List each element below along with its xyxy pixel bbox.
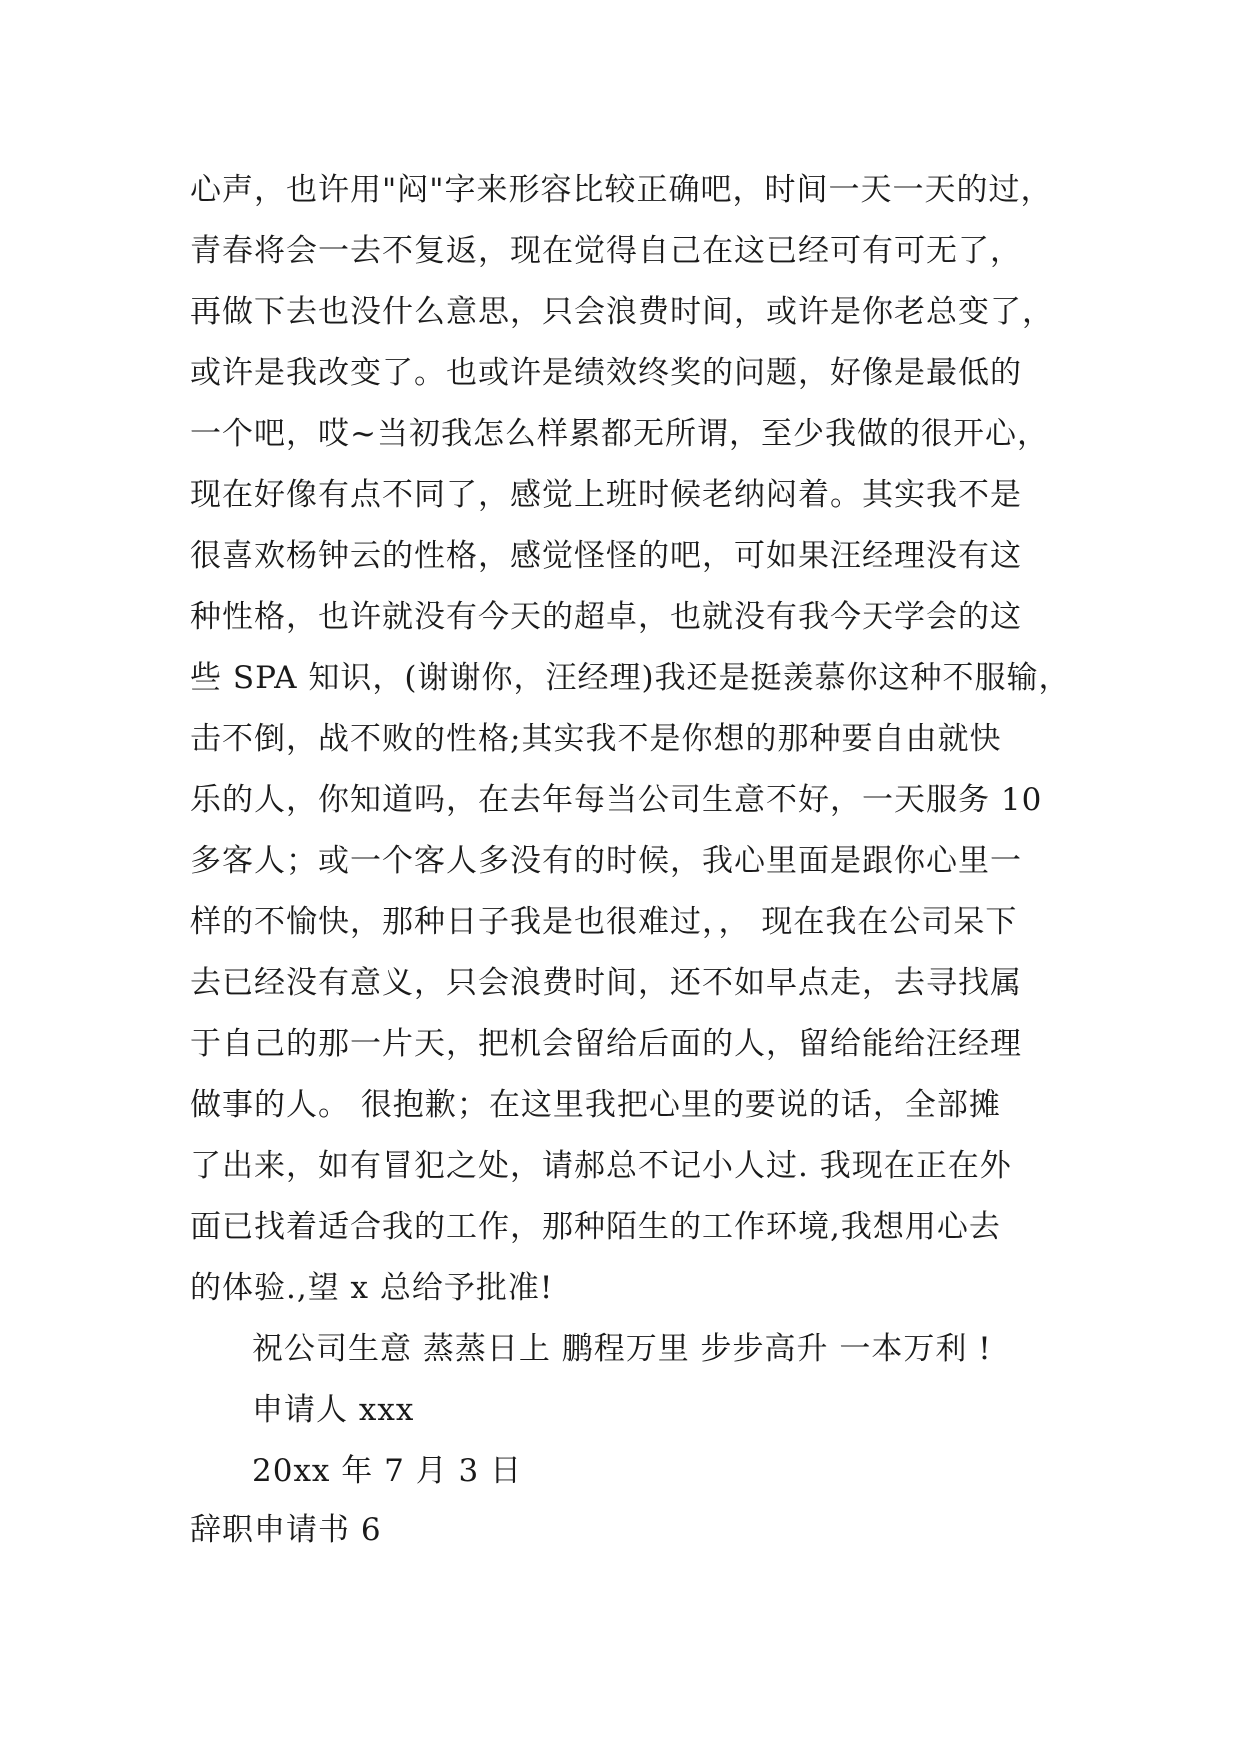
paragraph-line: 于自己的那一片天，把机会留给后面的人，留给能给汪经理 (190, 1026, 1022, 1062)
paragraph-line: 做事的人。 很抱歉；在这里我把心里的要说的话，全部摊 (190, 1087, 1001, 1123)
paragraph-line: 面已找着适合我的工作，那种陌生的工作环境,我想用心去 (190, 1209, 1001, 1245)
letter-date: 20xx 年 7 月 3 日 (252, 1453, 523, 1489)
paragraph-line: 再做下去也没什么意思，只会浪费时间，或许是你老总变了， (190, 294, 1054, 330)
paragraph-line: 击不倒，战不败的性格;其实我不是你想的那种要自由就快 (190, 721, 1002, 757)
paragraph-line: 或许是我改变了。也或许是绩效终奖的问题，好像是最低的 (190, 355, 1022, 391)
next-section-heading: 辞职申请书 6 (190, 1512, 382, 1548)
paragraph-line: 青春将会一去不复返，现在觉得自己在这已经可有可无了， (190, 233, 1022, 269)
paragraph-line: 多客人；或一个客人多没有的时候，我心里面是跟你心里一 (190, 843, 1022, 879)
paragraph-line: 很喜欢杨钟云的性格，感觉怪怪的吧，可如果汪经理没有这 (190, 538, 1022, 574)
paragraph-line: 种性格，也许就没有今天的超卓，也就没有我今天学会的这 (190, 599, 1022, 635)
paragraph-line: 样的不愉快，那种日子我是也很难过，， 现在我在公司呆下 (190, 904, 1018, 940)
paragraph-line: 心声，也许用"闷"字来形容比较正确吧，时间一天一天的过， (190, 172, 1053, 208)
applicant-signature: 申请人 xxx (252, 1392, 415, 1428)
paragraph-line: 一个吧，哎~当初我怎么样累都无所谓，至少我做的很开心， (190, 416, 1049, 452)
paragraph-line: 乐的人，你知道吗，在去年每当公司生意不好，一天服务 10 (190, 782, 1043, 818)
paragraph-line: 些 SPA 知识，(谢谢你，汪经理)我还是挺羡慕你这种不服输， (190, 660, 1071, 696)
closing-wishes: 祝公司生意 蒸蒸日上 鹏程万里 步步高升 一本万利 ! (252, 1331, 992, 1367)
paragraph-line: 现在好像有点不同了，感觉上班时候老纳闷着。其实我不是 (190, 477, 1022, 513)
paragraph-line: 的体验.,望 x 总给予批准! (190, 1270, 554, 1306)
paragraph-line: 了出来，如有冒犯之处，请郝总不记小人过. 我现在正在外 (190, 1148, 1012, 1184)
letter-body (190, 160, 1090, 1502)
paragraph-line: 去已经没有意义，只会浪费时间，还不如早点走，去寻找属 (190, 965, 1022, 1001)
